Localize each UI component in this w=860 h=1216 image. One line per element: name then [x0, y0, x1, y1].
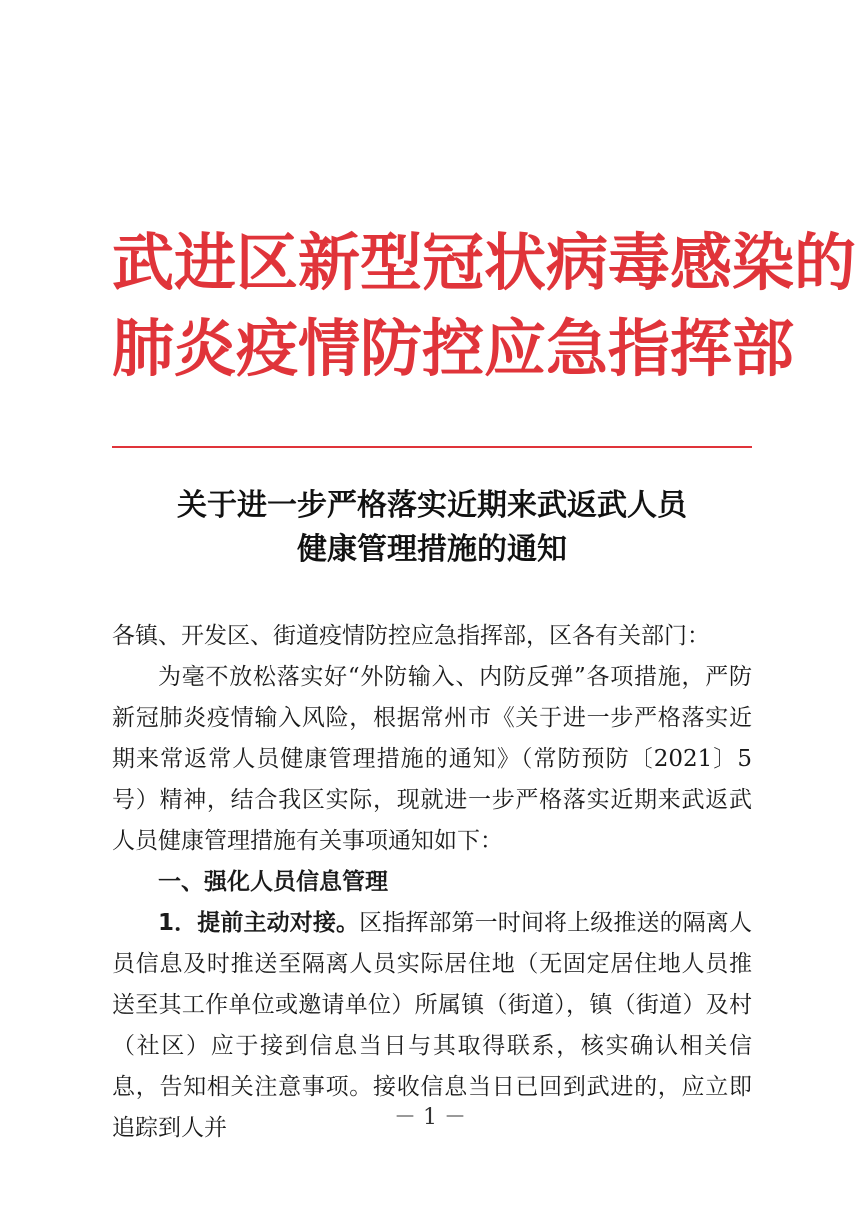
item-text: 区指挥部第一时间将上级推送的隔离人员信息及时推送至隔离人员实际居住地（无固定居住地人员推送至其工作单位或邀请单位）所属镇（街道），镇（街道）及村（社区）应于接到信息当日与其取得联系，核实确认相关信息，告知相关注意事项。接收信息当日已回到武进的，应立即追踪到人并 [112, 910, 752, 1141]
salutation: 各镇、开发区、街道疫情防控应急指挥部，区各有关部门： [112, 623, 710, 649]
masthead [112, 220, 857, 392]
document-body [112, 616, 752, 1149]
masthead-line-2: 肺炎疫情防控应急指挥部 [112, 312, 795, 385]
page-number: － 1 － [394, 1105, 466, 1130]
red-divider [112, 446, 752, 448]
title-line-1: 关于进一步严格落实近期来武返武人员 [177, 488, 687, 523]
masthead-line-1: 武进区新型冠状病毒感染的 [112, 226, 857, 299]
title-line-2: 健康管理措施的通知 [297, 532, 567, 567]
section-heading: 一、强化人员信息管理 [158, 869, 388, 895]
document-title [112, 484, 752, 572]
item-label: 1．提前主动对接。 [158, 910, 360, 936]
intro-paragraph: 为毫不放松落实好“外防输入、内防反弹”各项措施，严防新冠肺炎疫情输入风险，根据常州市《关于进一步严格落实近期来常返常人员健康管理措施的通知》（常防预防〔2021〕5 号）精神，结合我区实际，现就进一步严格落实近期来武返武人员健康管理措施有关事项通知如下： [112, 664, 752, 854]
